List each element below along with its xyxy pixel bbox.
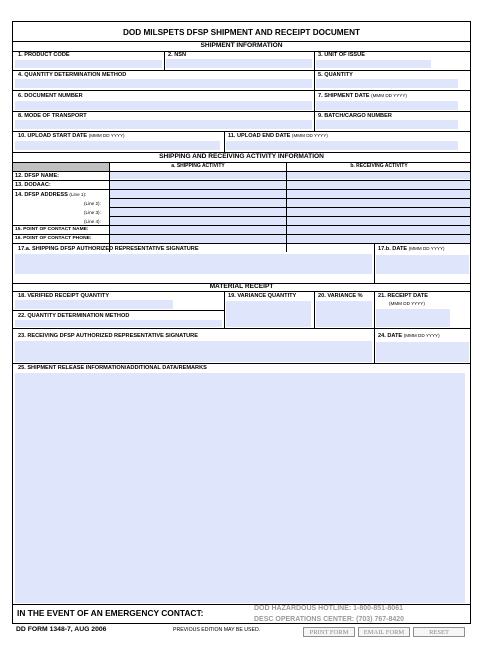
mode-of-transport-field[interactable] xyxy=(15,120,312,129)
receiving-poc-phone-field[interactable] xyxy=(287,235,470,243)
shipment-info-header: SHIPMENT INFORMATION xyxy=(200,42,283,49)
variance-qty-field[interactable] xyxy=(226,301,311,327)
upload-start-date-label: 10. UPLOAD START DATE (MMM DD YYYY) xyxy=(18,133,125,139)
receipt-date-field[interactable] xyxy=(376,309,450,327)
shipping-date-field[interactable] xyxy=(376,255,469,274)
nsn-label: 2. NSN xyxy=(168,52,187,58)
shipping-date-label: 17.b. DATE (MMM DD YYYY) xyxy=(378,246,445,252)
receiving-address-line1-field[interactable] xyxy=(287,190,470,198)
shipping-signature-field[interactable] xyxy=(15,254,372,274)
shipping-activity-header: a. SHIPPING ACTIVITY xyxy=(171,163,225,169)
receiving-signature-field[interactable] xyxy=(15,341,372,362)
qty-determination-field[interactable] xyxy=(15,79,312,88)
remarks-label: 25. SHIPMENT RELEASE INFORMATION/ADDITIONAL DATA/REMARKS xyxy=(18,365,207,371)
dfsp-address-label: 14. DFSP ADDRESS (Line 1): xyxy=(15,192,87,198)
shipping-signature-label: 17.a. SHIPPING DFSP AUTHORIZED REPRESENTATIVE SIGNATURE xyxy=(18,246,199,252)
receiving-date-label: 24. DATE (MMM DD YYYY) xyxy=(378,333,440,339)
receipt-qty-determination-label: 22. QUANTITY DETERMINATION METHOD xyxy=(18,313,130,319)
shipment-date-field[interactable] xyxy=(316,101,458,110)
address-line2-label: (Line 2): xyxy=(84,201,101,206)
receiving-dfsp-name-field[interactable] xyxy=(287,172,470,179)
unit-of-issue-label: 3. UNIT OF ISSUE xyxy=(318,52,365,58)
mode-of-transport-label: 8. MODE OF TRANSPORT xyxy=(18,113,87,119)
address-line4-label: (Line 4): xyxy=(84,219,101,224)
batch-cargo-number-field[interactable] xyxy=(316,120,458,129)
reset-button[interactable]: RESET xyxy=(413,627,465,637)
receiving-dodaac-field[interactable] xyxy=(287,181,470,189)
shipping-address-line1-field[interactable] xyxy=(110,190,286,198)
receiving-activity-header: b. RECEIVING ACTIVITY xyxy=(350,163,408,169)
previous-edition-note: PREVIOUS EDITION MAY BE USED. xyxy=(173,627,261,633)
shipping-dfsp-name-field[interactable] xyxy=(110,172,286,179)
receiving-poc-name-field[interactable] xyxy=(287,226,470,234)
verified-receipt-qty-field[interactable] xyxy=(15,300,173,309)
dfsp-name-label: 12. DFSP NAME: xyxy=(15,173,60,179)
email-form-button[interactable]: EMAIL FORM xyxy=(358,627,410,637)
verified-receipt-qty-label: 18. VERIFIED RECEIPT QUANTITY xyxy=(18,293,110,299)
shipment-date-label: 7. SHIPMENT DATE (MMM DD YYYY) xyxy=(318,93,407,99)
remarks-field[interactable] xyxy=(15,373,465,603)
upload-start-date-field[interactable] xyxy=(15,141,220,150)
poc-name-label: 15. POINT OF CONTACT NAME: xyxy=(15,227,89,232)
quantity-label: 5. QUANTITY xyxy=(318,72,353,78)
activity-section-header: SHIPPING AND RECEIVING ACTIVITY INFORMATION xyxy=(159,153,324,160)
print-form-button[interactable]: PRINT FORM xyxy=(303,627,355,637)
receiving-address-line4-field[interactable] xyxy=(287,217,470,225)
hazardous-hotline: DOD HAZARDOUS HOTLINE: 1-800-851-8061 xyxy=(254,605,403,612)
variance-qty-label: 19. VARIANCE QUANTITY xyxy=(228,293,297,299)
material-receipt-header: MATERIAL RECEIPT xyxy=(209,283,274,290)
shipping-address-line2-field[interactable] xyxy=(110,199,286,207)
shipping-dodaac-field[interactable] xyxy=(110,181,286,189)
qty-determination-label: 4. QUANTITY DETERMINATION METHOD xyxy=(18,72,127,78)
product-code-field[interactable] xyxy=(15,60,162,68)
emergency-contact-label: IN THE EVENT OF AN EMERGENCY CONTACT: xyxy=(17,608,204,618)
receipt-qty-determination-field[interactable] xyxy=(15,320,222,327)
upload-end-date-label: 11. UPLOAD END DATE (MMM DD YYYY) xyxy=(228,133,328,139)
dodaac-label: 13. DODAAC: xyxy=(15,182,51,188)
receiving-date-field[interactable] xyxy=(376,342,469,362)
receipt-date-label: 21. RECEIPT DATE xyxy=(378,293,428,299)
form-number: DD FORM 1348-7, AUG 2006 xyxy=(16,626,107,633)
shipping-poc-name-field[interactable] xyxy=(110,226,286,234)
quantity-field[interactable] xyxy=(316,79,458,88)
operations-center: DESC OPERATIONS CENTER: (703) 767-8420 xyxy=(254,616,405,623)
receipt-date-hint: (MMM DD YYYY) xyxy=(389,301,425,306)
document-number-label: 6. DOCUMENT NUMBER xyxy=(18,93,83,99)
nsn-field[interactable] xyxy=(166,59,312,68)
shipping-address-line3-field[interactable] xyxy=(110,208,286,216)
receiving-address-line2-field[interactable] xyxy=(287,199,470,207)
shipping-address-line4-field[interactable] xyxy=(110,217,286,225)
receiving-signature-label: 23. RECEIVING DFSP AUTHORIZED REPRESENTATIVE SIGNATURE xyxy=(18,333,198,339)
batch-cargo-number-label: 9. BATCH/CARGO NUMBER xyxy=(318,113,392,119)
form-title: DOD MILSPETS DFSP SHIPMENT AND RECEIPT DOCUMENT xyxy=(123,28,360,37)
document-number-field[interactable] xyxy=(15,101,312,110)
unit-of-issue-field[interactable] xyxy=(316,60,431,68)
activity-header-gray-cell xyxy=(13,163,109,171)
variance-percent-label: 20. VARIANCE % xyxy=(318,293,363,299)
address-line3-label: (Line 3): xyxy=(84,210,101,215)
upload-end-date-field[interactable] xyxy=(226,141,458,150)
receiving-address-line3-field[interactable] xyxy=(287,208,470,216)
shipping-poc-phone-field[interactable] xyxy=(110,235,286,243)
poc-phone-label: 16. POINT OF CONTACT PHONE: xyxy=(15,236,92,241)
variance-percent-field[interactable] xyxy=(316,301,372,327)
product-code-label: 1. PRODUCT CODE xyxy=(18,52,70,58)
